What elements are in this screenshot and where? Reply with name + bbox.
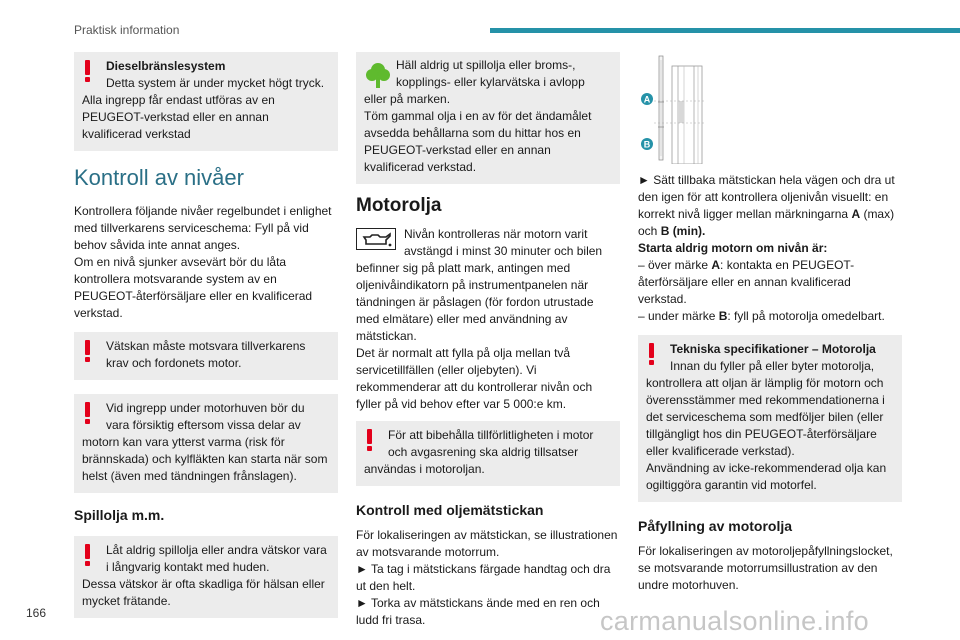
- warning-box-skin-contact: [74, 536, 338, 618]
- dash-item: – över märke A: kontakta en PEUGEOT-återförsäljare eller en annan kvalificerad verkstad.: [638, 258, 855, 306]
- warning-exclamation-icon: [83, 60, 93, 82]
- warning-text: Användning av icke-rekommenderad olja kan ogiltiggöra garantin vid motorfel.: [646, 461, 887, 492]
- bullet-item: ► Torka av mätstickans ände med en ren och ludd fri trasa.: [356, 596, 600, 627]
- paragraph: befinner sig på platt mark, antingen med oljenivåindikatorn på instrumentpanelen när tändningen är påslagen (för fordon utrustade med elmätare) eller med användning av mätstickan.: [356, 261, 594, 343]
- dash-item: – under märke B: fyll på motorolja omedelbart.: [638, 309, 885, 323]
- paragraph: Nivån kontrolleras när motorn varit avstängd i minst 30 minuter och bilen: [404, 227, 603, 258]
- warning-box-additives: [356, 421, 620, 486]
- bullet-item: ► Ta tag i mätstickans färgade handtag och dra ut den helt.: [356, 562, 611, 593]
- warning-text: motorn kan vara ytterst varma (risk för brännskada) och kylfläkten kan starta när som helst (även med tändningen frånslagen).: [82, 435, 328, 483]
- watermark: carmanualsonline.info: [600, 606, 869, 636]
- subsection-heading-oil-fill: Påfyllning av motorolja: [638, 518, 793, 534]
- section-heading-engine-oil: Motorolja: [356, 195, 442, 216]
- warning-text: Innan du fyller på eller byter motorolja,: [670, 359, 875, 373]
- warning-exclamation-icon: [83, 544, 93, 566]
- subsection-heading-dipstick: Kontroll med oljemätstickan: [356, 502, 544, 518]
- warning-box-diesel: [74, 52, 338, 151]
- marker-a-label: A: [643, 94, 651, 105]
- warning-text: användas i motoroljan.: [364, 462, 485, 476]
- column-2: [356, 52, 620, 629]
- recycle-text: Häll aldrig ut spillolja eller broms-, kopplings- eller kylarvätska i avlopp: [396, 58, 585, 89]
- oil-intro: [356, 226, 620, 345]
- warning-box-fluid: [74, 332, 338, 380]
- warning-box-hot-engine: [74, 394, 338, 493]
- paragraph: För lokaliseringen av mätstickan, se illustrationen av motsvarande motorrum.: [356, 528, 618, 559]
- paragraph: Om en nivå sjunker avsevärt bör du låta kontrollera motsvarande system av en PEUGEOT-återförsäljare eller en kvalificerad verkstad.: [74, 255, 313, 320]
- warning-text: kontrollera att oljan är lämplig för motorn och överensstämmer med rekommendationerna i det serviceschema som medföljer bilen (eller tillgängligt hos din PEUGEOT-återförsäljare eller kvalificerade verkstad).: [646, 376, 885, 458]
- warning-title: Dieselbränslesystem: [106, 59, 226, 73]
- warning-exclamation-icon: [83, 402, 93, 424]
- section-heading-levels: Kontroll av nivåer: [74, 165, 244, 190]
- warning-title: Tekniska specifikationer – Motorolja: [670, 342, 876, 356]
- warning-text: Vid ingrepp under motorhuven bör du vara försiktig eftersom vissa delar av: [106, 401, 305, 432]
- oil-can-icon: [356, 228, 396, 250]
- warning-exclamation-icon: [83, 340, 93, 362]
- warning-text: För att bibehålla tillförlitligheten i motor och avgasrening ska aldrig tillsatser: [388, 428, 594, 459]
- recycle-box: [356, 52, 620, 184]
- emphasis-text: Starta aldrig motorn om nivån är:: [638, 241, 828, 255]
- paragraph: För lokaliseringen av motoroljepåfyllningslocket, se motsvarande motorrumsillustration av den undre motorhuven.: [638, 544, 893, 592]
- column-1: [74, 52, 338, 628]
- header-section-title: Praktisk information: [74, 23, 180, 37]
- column-3: [638, 52, 902, 594]
- recycle-tree-icon: [364, 61, 392, 89]
- paragraph: Det är normalt att fylla på olja mellan två servicetillfällen (eller oljebyten). Vi rekommenderar att du kontrollerar nivån och fyller på vid behov efter var 5 000:e km.: [356, 346, 593, 411]
- recycle-text: Töm gammal olja i en av för det ändamålet avsedda behållarna som du hittar hos en PEUGEOT-verkstad eller en annan kvalificerad verkstad.: [364, 109, 592, 174]
- dipstick-drawing: [638, 52, 902, 164]
- page-number: 166: [26, 606, 47, 620]
- warning-text: Låt aldrig spillolja eller andra vätskor vara i långvarig kontakt med huden.: [106, 543, 327, 574]
- header-accent-bar: [490, 28, 960, 33]
- warning-text: Detta system är under mycket högt tryck.: [106, 76, 325, 90]
- warning-text: Vätskan måste motsvara tillverkarens krav och fordonets motor.: [106, 339, 306, 370]
- recycle-text: eller på marken.: [364, 92, 451, 106]
- warning-text: Alla ingrepp får endast utföras av en PEUGEOT-verkstad eller en annan kvalificerad verkstad: [82, 93, 275, 141]
- bullet-item: ► Sätt tillbaka mätstickan hela vägen och dra ut den igen för att kontrollera oljenivån visuellt: en korrekt nivå ligger mellan märkningarna A (max) och B (min).: [638, 173, 895, 238]
- warning-box-oil-spec: [638, 335, 902, 502]
- paragraph: Kontrollera följande nivåer regelbundet i enlighet med tillverkarens serviceschema: Fyll på vid behov såvida inte annat anges.: [74, 204, 332, 252]
- warning-exclamation-icon: [365, 429, 375, 451]
- subsection-heading-waste-oil: Spillolja m.m.: [74, 507, 165, 523]
- dipstick-illustration: [638, 52, 902, 164]
- warning-exclamation-icon: [647, 343, 657, 365]
- marker-b-label: B: [643, 139, 651, 150]
- warning-text: Dessa vätskor är ofta skadliga för hälsan eller mycket frätande.: [82, 577, 325, 608]
